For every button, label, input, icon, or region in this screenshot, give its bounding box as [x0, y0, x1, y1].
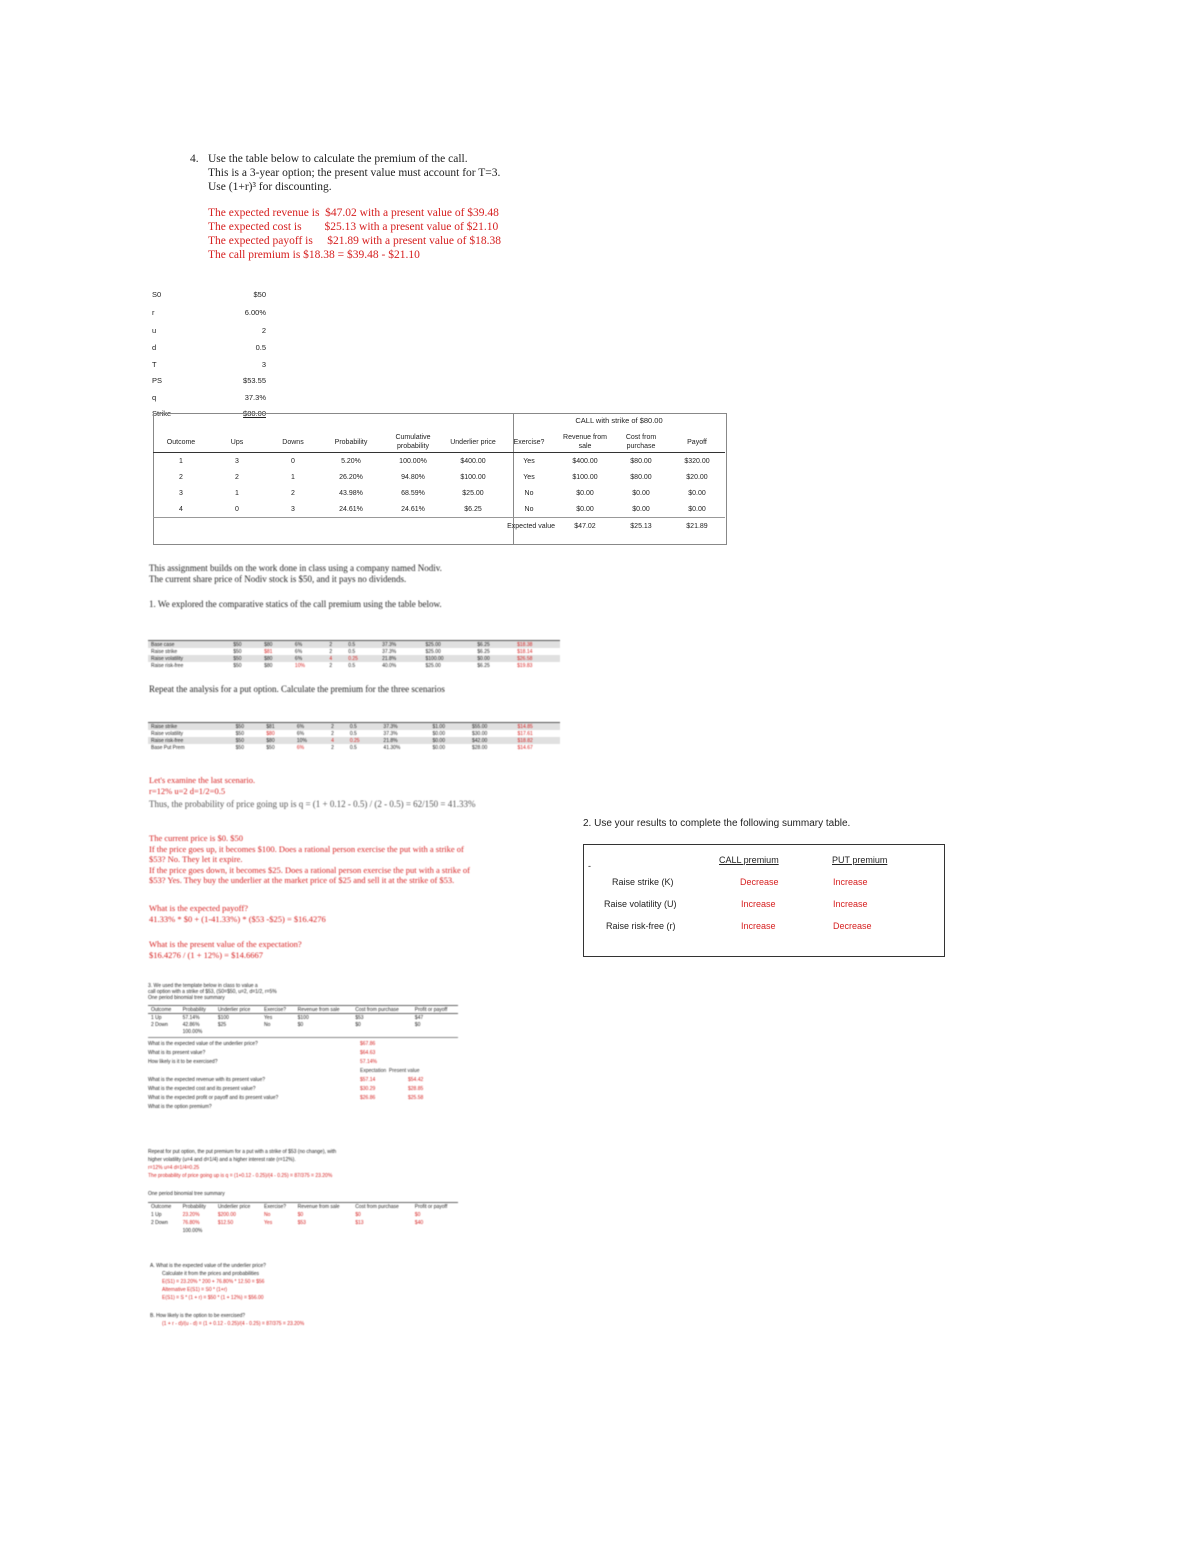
put-mini-table — [148, 702, 560, 751]
cell: $80 — [261, 641, 292, 648]
summary-header-put: PUT premium — [832, 855, 888, 865]
col-header: Downs — [265, 432, 321, 453]
cell: Raise volatility — [151, 730, 183, 737]
cell: $50 — [230, 655, 261, 662]
table-row — [148, 730, 560, 737]
cell: 57.14% — [182, 1014, 200, 1021]
summary-row-label: Raise strike (K) — [612, 877, 674, 887]
scenario-line: Let's examine the last scenario. — [149, 775, 256, 785]
cell: $80 — [264, 662, 273, 669]
col-header: Cost from purchase — [355, 1006, 399, 1013]
col-header: Cost from purchase — [613, 432, 669, 453]
q3b-line: r=12% u=4 d=1/4=0.25 — [148, 1165, 200, 1171]
col-header: Payoff — [669, 432, 725, 453]
q3-answer: $67.86 — [360, 1041, 376, 1047]
expected-row — [153, 518, 725, 535]
cell: 3 — [235, 457, 239, 465]
summary-table — [583, 844, 945, 957]
col-header: Probability — [321, 432, 381, 453]
cell: Yes — [264, 1014, 273, 1021]
summary-header-call: CALL premium — [719, 855, 779, 865]
cell: 0 — [235, 505, 239, 513]
cell: 6% — [294, 648, 303, 655]
cell: 2 — [179, 473, 183, 481]
cell: 37.3% — [380, 723, 429, 730]
question-4-number: 4. — [190, 153, 199, 165]
cell: $0 — [355, 1021, 361, 1028]
cell: $55.00 — [469, 723, 514, 730]
cell: 26.20% — [339, 473, 363, 481]
cell: 1 — [235, 489, 239, 497]
table-row — [148, 744, 560, 751]
q3-question: What is the expected revenue with its present value? — [148, 1077, 266, 1083]
cell: 0.5 — [348, 662, 356, 669]
cell: 100.00% — [182, 1028, 203, 1035]
summary-put-value: Increase — [833, 877, 868, 887]
cell: 40.0% — [382, 662, 397, 669]
cell: $6.25 — [464, 505, 482, 513]
cell: 0.5 — [349, 730, 357, 737]
cell: 24.61% — [401, 505, 425, 513]
table-row — [148, 655, 560, 662]
cell: $0.00 — [688, 505, 706, 513]
q3-question: How likely is it to be exercised? — [148, 1059, 218, 1065]
param-label: T — [152, 360, 157, 369]
cell: 2 — [331, 744, 334, 751]
q3c-line: B. How likely is the option to be exercised? — [150, 1313, 246, 1319]
scenario-reasoning — [149, 833, 470, 886]
summary-put-value: Increase — [833, 899, 868, 909]
q3c-line: E(S1) = 23.20% * 200 + 76.80% * 12.50 = $56 — [162, 1279, 265, 1285]
call-mini-table — [148, 612, 560, 669]
cell: $47 — [414, 1014, 424, 1021]
result-line: The expected payoff is $21.89 with a present value of $18.38 — [208, 235, 501, 247]
cell: $14.85 — [514, 723, 560, 730]
table-row — [153, 501, 725, 518]
cell: $100.00 — [572, 473, 598, 481]
cell: $0 — [414, 1212, 421, 1218]
cell: $200.00 — [217, 1212, 236, 1218]
cell: 4 — [326, 655, 345, 662]
expected-payoff — [149, 903, 326, 924]
q3-sub: One period binomial tree summary — [148, 995, 225, 1001]
cell: 2 — [329, 648, 333, 655]
q3-sub: call option with a strike of $53, (S0=$50, u=2, d=1/2, r=5% — [148, 989, 277, 995]
cell: 68.59% — [401, 489, 425, 497]
cell: 41.30% — [383, 744, 401, 751]
cell: 100.00% — [399, 457, 427, 465]
q3b-line: The probability of price going up is q = (1+0.12 - 0.25)/(4 - 0.25) = 87/375 = 23.20% — [148, 1173, 333, 1179]
cell: $0 — [297, 1212, 304, 1218]
cell: $80.00 — [630, 457, 652, 465]
cell: $40 — [414, 1220, 424, 1226]
col-header: Exercise? — [501, 432, 557, 453]
cell: 94.80% — [401, 473, 425, 481]
col-header: Underlier price — [217, 1204, 251, 1210]
cell: Raise strike — [151, 648, 178, 655]
cell: $80 — [261, 655, 292, 662]
col-header: Revenue from sale — [297, 1006, 340, 1013]
scenario-line: If the price goes up, it becomes $100. Does a rational person exercise the put with a strike of — [149, 843, 464, 854]
col-header: Outcome — [151, 1006, 172, 1013]
table-row — [148, 648, 560, 655]
q3-answer: $54.42 — [408, 1077, 424, 1083]
table-row — [148, 662, 560, 669]
cell: $26.58 — [514, 655, 560, 662]
cell: 2 — [329, 662, 333, 669]
cell: Base Put Prem — [151, 744, 185, 751]
q3c-line: Alternative E(S1) = S0 * (1+r) — [162, 1287, 228, 1293]
call-header: CALL with strike of $80.00 — [575, 416, 663, 425]
scenario-line: The current price is $0. $50 — [149, 833, 243, 843]
cell: 1 — [291, 473, 295, 481]
q3-question: What is its present value? — [148, 1050, 206, 1056]
table-row — [148, 1021, 458, 1028]
expected-label: Expected value — [153, 518, 557, 535]
cell: $50 — [266, 744, 275, 751]
param-label: d — [152, 343, 157, 352]
cell: No — [524, 505, 534, 513]
cell: 2 Down — [151, 1220, 168, 1226]
cell: Raise strike — [148, 723, 233, 730]
q3-question: What is the expected value of the underlier price? — [148, 1041, 258, 1047]
cell: 2 — [326, 641, 345, 648]
cell: $47.02 — [557, 518, 613, 535]
q3-answer: 57.14% — [360, 1059, 377, 1065]
cell: 6% — [292, 641, 326, 648]
question-3b — [148, 1148, 458, 1235]
call-table — [153, 432, 725, 534]
cell: $0.00 — [432, 744, 445, 751]
cell: $320.00 — [684, 457, 710, 465]
result-line: The call premium is $18.38 = $39.48 - $21.10 — [208, 249, 420, 261]
q3-answer: $30.29 — [360, 1086, 376, 1092]
cell: $0.00 — [474, 655, 514, 662]
present-value — [149, 939, 302, 960]
cell: 42.86% — [182, 1021, 200, 1028]
cell: $30.00 — [472, 730, 488, 737]
param-label: PS — [152, 376, 163, 385]
cell: $25 — [217, 1021, 227, 1028]
cell: $0.00 — [576, 505, 594, 513]
col-header: Exercise? — [264, 1204, 286, 1210]
param-value: 37.3% — [244, 393, 266, 402]
param-label: u — [152, 326, 157, 335]
cell: $21.89 — [669, 518, 725, 535]
question-2: 2. Use your results to complete the following summary table. — [583, 818, 851, 829]
question-4-line: This is a 3-year option; the present value must account for T=3. — [208, 167, 501, 179]
param-label: r — [152, 308, 155, 317]
cell: $0.00 — [432, 730, 445, 737]
intro-line: The current share price of Nodiv stock is $50, and it pays no dividends. — [149, 574, 407, 584]
cell: $19.83 — [517, 662, 533, 669]
cell: $50 — [235, 730, 244, 737]
question-4-line: Use (1+r)³ for discounting. — [208, 181, 332, 193]
cell: 0.5 — [347, 723, 381, 730]
cell: $400.00 — [460, 457, 486, 465]
param-value: 6.00% — [244, 308, 266, 317]
table-row — [148, 723, 560, 730]
cell: $12.50 — [217, 1220, 234, 1226]
cell: Base case — [148, 641, 230, 648]
cell: $42.00 — [469, 737, 514, 744]
summary-call-value: Increase — [741, 899, 776, 909]
q3-title: 3. We used the template below in class to value a — [148, 983, 258, 989]
cell: $25.00 — [425, 648, 441, 655]
cell: Yes — [264, 1220, 273, 1226]
cell: $1.00 — [429, 723, 469, 730]
col-header: Cost from purchase — [355, 1204, 399, 1210]
cell: $80.00 — [630, 473, 652, 481]
cell: $50 — [233, 648, 242, 655]
cell: 3 — [179, 489, 183, 497]
q3-answer: $25.58 — [408, 1095, 424, 1101]
scenario-line: $53? Yes. They buy the underlier at the market price of $25 and sell it at the strike of $53. — [149, 875, 455, 885]
cell: $20.00 — [686, 473, 708, 481]
cell: $53 — [355, 1014, 364, 1021]
cell: $0.00 — [576, 489, 594, 497]
q3-answer: $57.14 — [360, 1077, 376, 1083]
cell: $100.00 — [460, 473, 486, 481]
cell: 0 — [291, 457, 295, 465]
question-3c — [150, 1262, 460, 1328]
cell: $50 — [233, 662, 242, 669]
q3-answer: $28.85 — [408, 1086, 424, 1092]
cell: $25.00 — [423, 641, 475, 648]
cell: $6.25 — [477, 662, 490, 669]
cell: $50 — [235, 744, 244, 751]
cell: 37.3% — [383, 730, 398, 737]
scenario-line: What is the present value of the expectation? — [149, 939, 302, 949]
cell: 6% — [296, 744, 305, 751]
cell: 1 Up — [151, 1212, 162, 1218]
q3-answer-header: Present value — [388, 1068, 420, 1074]
cell: $25.13 — [613, 518, 669, 535]
param-value: $80.00 — [243, 409, 266, 418]
cell: $25.00 — [462, 489, 484, 497]
param-value: 3 — [261, 360, 266, 369]
cell: Raise volatility — [148, 655, 230, 662]
cell: $18.38 — [514, 641, 560, 648]
cell: 10% — [294, 737, 328, 744]
table-row — [148, 737, 560, 744]
repeat-text: Repeat the analysis for a put option. Calculate the premium for the three scenarios — [149, 684, 445, 694]
cell: $50 — [233, 723, 264, 730]
cell: 100.00% — [182, 1228, 203, 1234]
cell: No — [264, 1021, 271, 1028]
col-header: Outcome — [151, 1204, 172, 1210]
scenario-line: What is the expected payoff? — [149, 903, 248, 913]
col-header: Underlier price — [217, 1006, 251, 1013]
cell: 21.8% — [379, 655, 422, 662]
cell: $0 — [355, 1212, 361, 1218]
cell: 1 — [179, 457, 183, 465]
q3-answer: $26.86 — [360, 1095, 376, 1101]
cell: $50 — [233, 737, 264, 744]
col-header: Profit or payoff — [414, 1204, 448, 1210]
probability-text: Thus, the probability of price going up is q = (1 + 0.12 - 0.5) / (2 - 0.5) = 62/150 = 41.33% — [149, 799, 476, 809]
cell: $50 — [230, 641, 261, 648]
scenario-line: r=12% u=2 d=1/2=0.5 — [149, 785, 226, 796]
question-4 — [190, 152, 501, 262]
cell: 23.20% — [182, 1212, 200, 1218]
scenario-intro — [149, 775, 255, 796]
cell: No — [264, 1212, 271, 1218]
cell: $100 — [297, 1014, 309, 1021]
col-header: Profit or payoff — [414, 1006, 448, 1013]
summary-put-value: Decrease — [833, 921, 872, 931]
cell: 37.3% — [382, 648, 397, 655]
table-row — [148, 1219, 458, 1227]
cell: 2 — [331, 730, 334, 737]
q3c-line: E(S1) = S * (1 + r) = $50 * (1 + 12%) = $56.00 — [162, 1295, 264, 1301]
cell: 5.20% — [341, 457, 361, 465]
param-value: $50 — [253, 290, 266, 299]
col-header: Outcome — [153, 432, 209, 453]
summary-call-value: Increase — [741, 921, 776, 931]
cell: 10% — [294, 662, 305, 669]
cell: Raise risk-free — [148, 737, 233, 744]
table-row — [148, 641, 560, 648]
col-header: Revenue from sale — [297, 1204, 340, 1210]
cell: $80 — [266, 730, 275, 737]
cell: 3 — [291, 505, 295, 513]
intro-line: This assignment builds on the work done in class using a company named Nodiv. — [149, 563, 442, 573]
cell: 1 Up — [151, 1014, 162, 1021]
cell: 76.80% — [182, 1220, 200, 1226]
cell: 2 — [235, 473, 239, 481]
q3b-title: One period binomial tree summary — [148, 1191, 225, 1197]
param-value: 0.5 — [255, 343, 266, 352]
q3-question: What is the expected profit or payoff and its present value? — [148, 1095, 279, 1101]
cell: 6% — [294, 723, 328, 730]
col-header: Cumulative probability — [381, 432, 445, 453]
cell: $18.14 — [517, 648, 533, 655]
q3b-line: Repeat for put option, the put premium for a put with a strike of $53 (no change), with — [148, 1149, 337, 1155]
param-label: S0 — [152, 290, 162, 299]
cell: 4 — [179, 505, 183, 513]
table-row — [153, 469, 725, 485]
table-row — [148, 1211, 458, 1219]
table-row — [148, 1014, 458, 1022]
param-value: $53.55 — [243, 376, 266, 385]
result-line: The expected cost is $25.13 with a present value of $21.10 — [208, 221, 499, 233]
col-header: Ups — [209, 432, 265, 453]
cell: $0.00 — [632, 489, 650, 497]
cell: $13 — [355, 1220, 364, 1226]
cell: $6.25 — [474, 641, 514, 648]
q3-answer-header: Expectation — [360, 1068, 387, 1074]
intro — [149, 563, 442, 585]
cell: $0.00 — [688, 489, 706, 497]
col-header: Revenue from sale — [557, 432, 613, 453]
cell: 37.3% — [379, 641, 422, 648]
param-label: Strike — [152, 409, 172, 418]
cell: Yes — [523, 473, 535, 481]
q3c-line: A. What is the expected value of the underlier price? — [150, 1263, 266, 1269]
cell: 43.98% — [339, 489, 363, 497]
cell: $25.00 — [425, 662, 441, 669]
cell: $80 — [263, 737, 294, 744]
cell: $0.00 — [632, 505, 650, 513]
q3-question: What is the expected cost and its present value? — [148, 1086, 256, 1092]
table-row — [153, 453, 725, 470]
cell: $6.25 — [477, 648, 490, 655]
cell: 0.25 — [347, 737, 381, 744]
col-header: Underlier price — [445, 432, 501, 453]
cell: $81 — [263, 723, 294, 730]
cell: Raise risk-free — [151, 662, 184, 669]
scenario-line: $53? No. They let it expire. — [149, 854, 243, 864]
cell: $53 — [297, 1220, 306, 1226]
question-3 — [148, 983, 458, 1112]
cell: 2 Down — [151, 1021, 168, 1028]
cell: 4 — [328, 737, 347, 744]
result-line: The expected revenue is $47.02 with a present value of $39.48 — [208, 207, 499, 219]
scenario-line: $16.4276 / (1 + 12%) = $14.6667 — [149, 949, 263, 960]
cell: 0.25 — [345, 655, 379, 662]
q3b-line: higher volatility (u=4 and d=1/4) and a higher interest rate (r=12%). — [148, 1157, 296, 1163]
question-4-line: Use the table below to calculate the premium of the call. — [208, 153, 468, 165]
cell: 0.5 — [349, 744, 357, 751]
summary-row-label: Raise volatility (U) — [604, 899, 677, 909]
col-header: Probability — [182, 1006, 206, 1013]
cell: $28.00 — [472, 744, 488, 751]
cell: 6% — [296, 730, 305, 737]
summary-dash: - — [588, 861, 591, 871]
cell: 24.61% — [339, 505, 363, 513]
q3c-line: Calculate it from the prices and probabilities — [162, 1271, 259, 1277]
cell: $0 — [414, 1021, 421, 1028]
cell: 0.5 — [348, 648, 356, 655]
table-row — [153, 485, 725, 501]
q3c-line: (1 + r - d)/(u - d) = (1 + 0.12 - 0.25)/(4 - 0.25) = 87/375 = 23.20% — [162, 1321, 305, 1327]
cell: 6% — [292, 655, 326, 662]
scenario-line: If the price goes down, it becomes $25. Does a rational person exercise the put with a strike of — [149, 864, 471, 875]
cell: $14.67 — [517, 744, 533, 751]
scenario-line: 41.33% * $0 + (1-41.33%) * ($53 -$25) = $16.4276 — [149, 913, 326, 924]
cell: $400.00 — [572, 457, 598, 465]
q3-question: What is the option premium? — [148, 1104, 212, 1110]
cell: No — [524, 489, 534, 497]
cell: 2 — [291, 489, 295, 497]
cell: 2 — [328, 723, 347, 730]
param-label: q — [152, 393, 157, 402]
cell: $81 — [264, 648, 273, 655]
cell: $100 — [217, 1014, 229, 1021]
summary-row-label: Raise risk-free (r) — [606, 921, 676, 931]
question-1: 1. We explored the comparative statics of the call premium using the table below. — [149, 599, 442, 609]
cell: $0 — [297, 1021, 304, 1028]
q3-answer: $64.63 — [360, 1050, 376, 1056]
col-header: Probability — [182, 1204, 206, 1210]
param-value: 2 — [261, 326, 266, 335]
summary-call-value: Decrease — [740, 877, 779, 887]
cell: Yes — [523, 457, 535, 465]
cell: 21.8% — [380, 737, 429, 744]
cell: $100.00 — [423, 655, 475, 662]
cell: 0.5 — [345, 641, 379, 648]
cell: $17.61 — [517, 730, 533, 737]
cell: $0.00 — [429, 737, 469, 744]
col-header: Exercise? — [264, 1006, 286, 1013]
cell: $18.82 — [514, 737, 560, 744]
